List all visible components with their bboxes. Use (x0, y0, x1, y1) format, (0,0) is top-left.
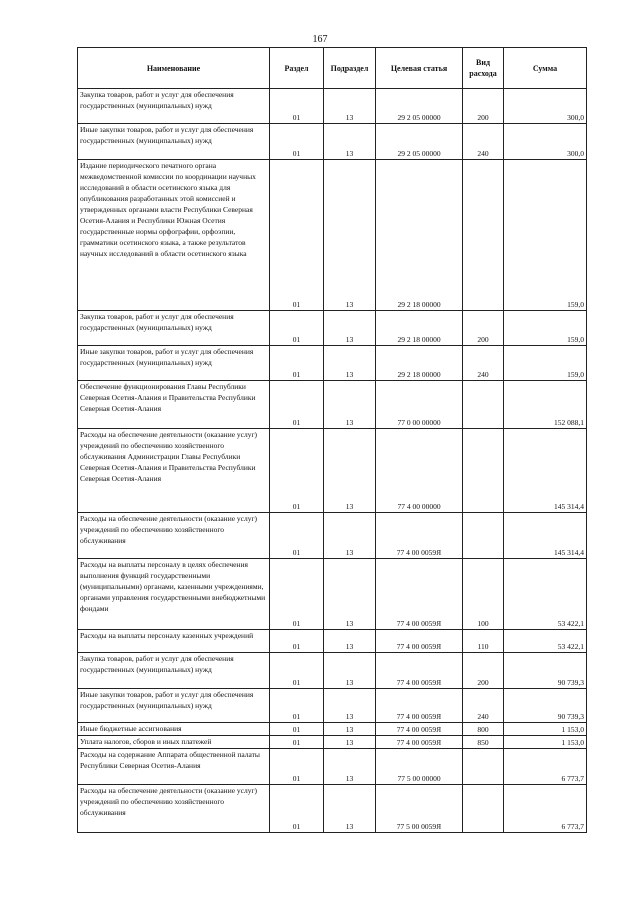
row-target: 77 4 00 00000 (376, 429, 463, 513)
row-sum: 6 773,7 (504, 785, 587, 833)
row-expense-type (463, 381, 504, 429)
row-target: 77 4 00 0059Я (376, 513, 463, 559)
row-section: 01 (270, 785, 324, 833)
row-section: 01 (270, 124, 324, 160)
row-subsection: 13 (324, 723, 376, 736)
row-name: Иные бюджетные ассигнования (78, 723, 270, 736)
table-row (78, 559, 587, 630)
row-subsection: 13 (324, 160, 376, 311)
budget-table (77, 47, 587, 833)
row-name: Закупка товаров, работ и услуг для обеспечения государственных (муниципальных) нужд (78, 653, 270, 689)
table-row (78, 723, 587, 736)
table-row (78, 311, 587, 346)
row-section: 01 (270, 311, 324, 346)
row-expense-type: 200 (463, 653, 504, 689)
row-name: Расходы на содержание Аппарата общественной палаты Республики Северная Осетия-Алания (78, 749, 270, 785)
row-section: 01 (270, 630, 324, 653)
table-header-row (78, 48, 587, 89)
row-sum: 159,0 (504, 160, 587, 311)
row-subsection: 13 (324, 346, 376, 381)
table-row (78, 513, 587, 559)
row-section: 01 (270, 559, 324, 630)
row-sum: 1 153,0 (504, 736, 587, 749)
row-section: 01 (270, 653, 324, 689)
row-section: 01 (270, 736, 324, 749)
row-subsection: 13 (324, 124, 376, 160)
row-target: 77 4 00 0059Я (376, 723, 463, 736)
row-sum: 90 739,3 (504, 689, 587, 723)
header-expense-type: Вид расхода (463, 48, 504, 89)
row-expense-type: 850 (463, 736, 504, 749)
row-name: Закупка товаров, работ и услуг для обеспечения государственных (муниципальных) нужд (78, 89, 270, 124)
row-subsection: 13 (324, 785, 376, 833)
row-sum: 159,0 (504, 311, 587, 346)
row-subsection: 13 (324, 89, 376, 124)
row-target: 29 2 18 00000 (376, 160, 463, 311)
row-expense-type: 200 (463, 311, 504, 346)
page-number: 167 (312, 34, 328, 45)
row-target: 77 4 00 0059Я (376, 559, 463, 630)
row-target: 77 4 00 0059Я (376, 653, 463, 689)
table-row (78, 653, 587, 689)
row-expense-type: 240 (463, 346, 504, 381)
row-sum: 145 314,4 (504, 429, 587, 513)
row-expense-type (463, 513, 504, 559)
row-sum: 90 739,3 (504, 653, 587, 689)
row-name: Закупка товаров, работ и услуг для обеспечения государственных (муниципальных) нужд (78, 311, 270, 346)
row-target: 77 4 00 0059Я (376, 689, 463, 723)
row-subsection: 13 (324, 630, 376, 653)
row-sum: 53 422,1 (504, 559, 587, 630)
row-sum: 300,0 (504, 124, 587, 160)
row-target: 29 2 18 00000 (376, 311, 463, 346)
row-subsection: 13 (324, 381, 376, 429)
row-name: Издание периодического печатного органа межведомственной комиссии по координации научных исследований в области осетинского языка для опубликования разработанных этой комиссией и утвержденных органами власти Республики Северная Осетия-Алания и Республики Южная Осетия государственные нормы орфографии, орфоэпии, грамматики осетинского языка, а также результатов научных исследований в области осетинского языка (78, 160, 270, 311)
header-sum: Сумма (504, 48, 587, 89)
row-target: 77 5 00 0059Я (376, 785, 463, 833)
row-expense-type: 200 (463, 89, 504, 124)
table-row (78, 124, 587, 160)
row-target: 29 2 18 00000 (376, 346, 463, 381)
row-expense-type: 240 (463, 124, 504, 160)
row-name: Иные закупки товаров, работ и услуг для обеспечения государственных (муниципальных) нужд (78, 689, 270, 723)
row-section: 01 (270, 749, 324, 785)
header-target: Целевая статья (376, 48, 463, 89)
row-expense-type: 240 (463, 689, 504, 723)
row-target: 77 5 00 00000 (376, 749, 463, 785)
header-subsection: Подраздел (324, 48, 376, 89)
row-expense-type: 800 (463, 723, 504, 736)
row-name: Расходы на обеспечение деятельности (оказание услуг) учреждений по обеспечению хозяйственного обслуживания (78, 785, 270, 833)
row-name: Расходы на обеспечение деятельности (оказание услуг) учреждений по обеспечению хозяйственного обслуживания (78, 513, 270, 559)
row-sum: 159,0 (504, 346, 587, 381)
row-name: Иные закупки товаров, работ и услуг для обеспечения государственных (муниципальных) нужд (78, 346, 270, 381)
row-section: 01 (270, 429, 324, 513)
table-row (78, 381, 587, 429)
row-section: 01 (270, 513, 324, 559)
row-target: 77 0 00 00000 (376, 381, 463, 429)
row-sum: 152 088,1 (504, 381, 587, 429)
row-expense-type (463, 429, 504, 513)
row-subsection: 13 (324, 559, 376, 630)
table-row (78, 736, 587, 749)
row-expense-type (463, 785, 504, 833)
row-name: Уплата налогов, сборов и иных платежей (78, 736, 270, 749)
table-row (78, 630, 587, 653)
header-name: Наименование (78, 48, 270, 89)
row-sum: 1 153,0 (504, 723, 587, 736)
row-subsection: 13 (324, 311, 376, 346)
table-row (78, 89, 587, 124)
table-row (78, 785, 587, 833)
row-expense-type: 110 (463, 630, 504, 653)
row-subsection: 13 (324, 736, 376, 749)
row-target: 77 4 00 0059Я (376, 630, 463, 653)
row-name: Обеспечение функционирования Главы Республики Северная Осетия-Алания и Правительства Республики Северная Осетия-Алания (78, 381, 270, 429)
table-row (78, 689, 587, 723)
row-name: Расходы на выплаты персоналу в целях обеспечения выполнения функций государственными (муниципальными) органами, казенными учреждениями, органами управления государственными внебюджетными фондами (78, 559, 270, 630)
row-name: Расходы на выплаты персоналу казенных учреждений (78, 630, 270, 653)
row-section: 01 (270, 723, 324, 736)
row-sum: 300,0 (504, 89, 587, 124)
row-target: 29 2 05 00000 (376, 124, 463, 160)
row-section: 01 (270, 160, 324, 311)
table-row (78, 346, 587, 381)
row-sum: 6 773,7 (504, 749, 587, 785)
row-subsection: 13 (324, 689, 376, 723)
row-target: 29 2 05 00000 (376, 89, 463, 124)
row-subsection: 13 (324, 513, 376, 559)
row-section: 01 (270, 346, 324, 381)
row-section: 01 (270, 689, 324, 723)
row-sum: 53 422,1 (504, 630, 587, 653)
table-row (78, 160, 587, 311)
row-expense-type (463, 160, 504, 311)
row-sum: 145 314,4 (504, 513, 587, 559)
table-row (78, 749, 587, 785)
row-subsection: 13 (324, 653, 376, 689)
header-section: Раздел (270, 48, 324, 89)
table-row (78, 429, 587, 513)
row-section: 01 (270, 381, 324, 429)
row-subsection: 13 (324, 429, 376, 513)
row-subsection: 13 (324, 749, 376, 785)
row-expense-type: 100 (463, 559, 504, 630)
row-name: Расходы на обеспечение деятельности (оказание услуг) учреждений по обеспечению хозяйственного обслуживания Администрации Главы Республики Северная Осетия-Алания и Правительства Республики Северная Осетия-Алания (78, 429, 270, 513)
row-target: 77 4 00 0059Я (376, 736, 463, 749)
row-section: 01 (270, 89, 324, 124)
row-expense-type (463, 749, 504, 785)
row-name: Иные закупки товаров, работ и услуг для обеспечения государственных (муниципальных) нужд (78, 124, 270, 160)
